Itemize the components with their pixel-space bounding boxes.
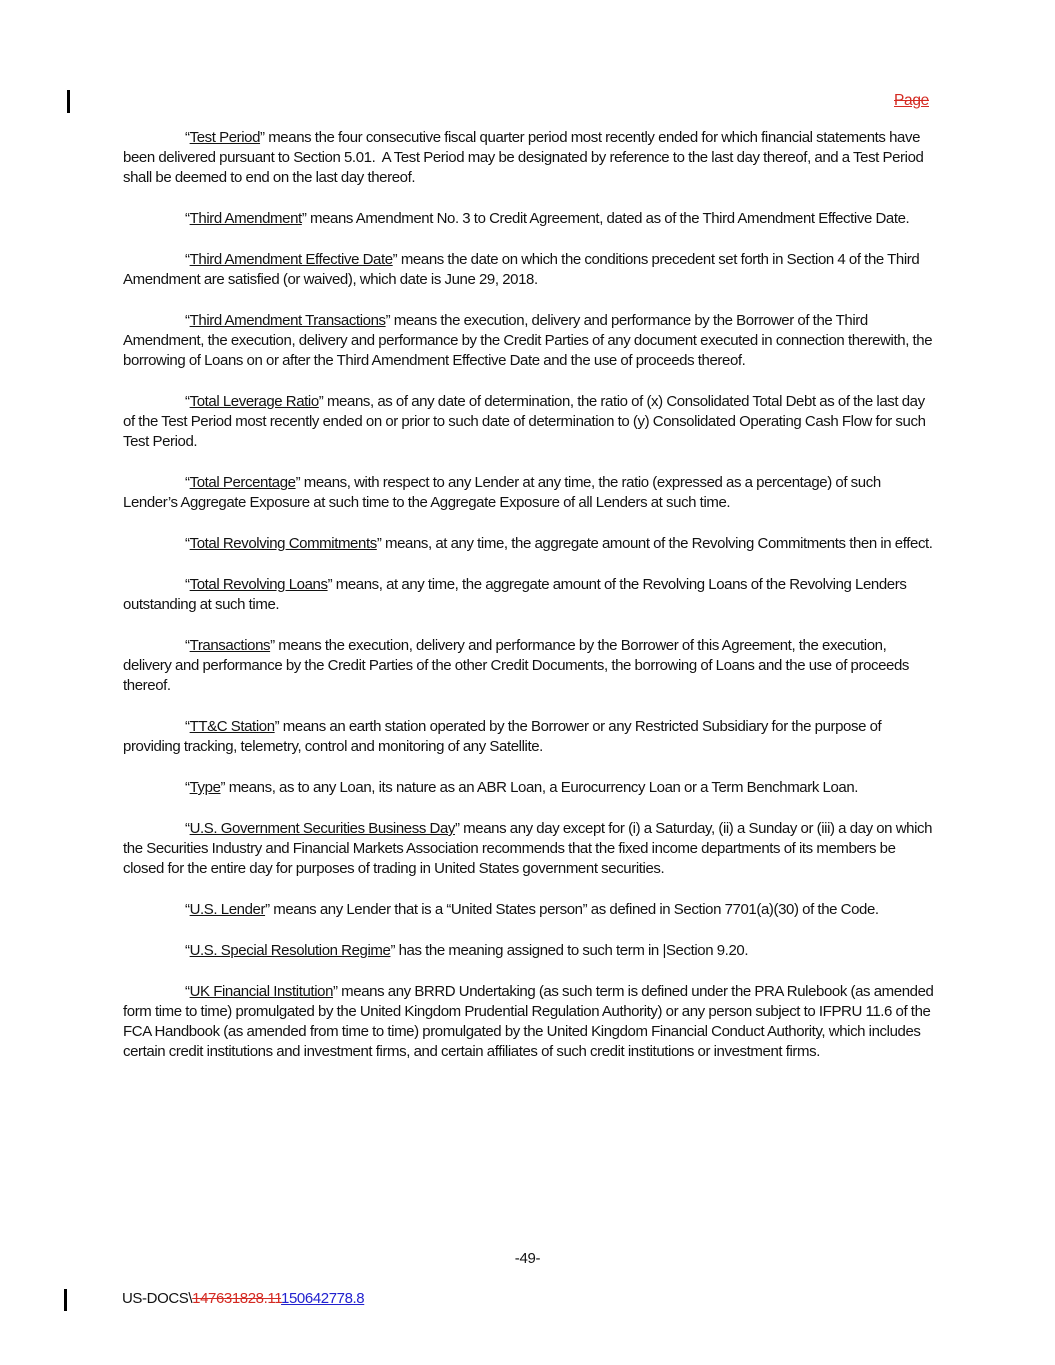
defined-term: TT&C Station — [189, 718, 275, 735]
open-quote: “ — [185, 983, 190, 1000]
deleted-page-header: Page — [894, 92, 929, 109]
definition-text: ” means, as of any date of determination, the ratio of (x) Consolidated Total Debt as of the last day of the Test Period most recently ended on or prior to such date of determination to (y) Consolidated Operating Cash Flow for such Test Period. — [123, 393, 926, 450]
definition-paragraph — [123, 128, 935, 188]
definition-text: ” means any day except for (i) a Saturday, (ii) a Sunday or (iii) a day on which the Securities Industry and Financial Markets Association recommends that the fixed income departments of its members be closed for the entire day for purposes of trading in United States government securities. — [123, 820, 933, 877]
definition-paragraph — [123, 636, 935, 696]
definition-paragraph — [123, 209, 935, 229]
open-quote: “ — [185, 637, 190, 654]
open-quote: “ — [185, 251, 190, 268]
definition-paragraph — [123, 575, 935, 615]
definition-text: ” means the four consecutive fiscal quarter period most recently ended for which financial statements have been delivered pursuant to Section 5.01. A Test Period may be designated by reference to the last day thereof, and a Test Period shall be deemed to end on the last day thereof. — [123, 129, 924, 186]
open-quote: “ — [185, 210, 190, 227]
defined-term: U.S. Lender — [189, 901, 266, 918]
defined-term: Total Revolving Commitments — [189, 535, 377, 552]
definition-paragraph — [123, 900, 935, 920]
open-quote: “ — [185, 779, 190, 796]
definition-paragraph — [123, 392, 935, 452]
definition-paragraph — [123, 250, 935, 290]
open-quote: “ — [185, 312, 190, 329]
defined-term: Test Period — [189, 129, 261, 146]
open-quote: “ — [185, 576, 190, 593]
open-quote: “ — [185, 942, 190, 959]
definition-text: ” means an earth station operated by the Borrower or any Restricted Subsidiary for the purpose of providing tracking, telemetry, control and monitoring of any Satellite. — [123, 718, 882, 755]
open-quote: “ — [185, 535, 190, 552]
open-quote: “ — [185, 718, 190, 735]
definition-text: ” means, as to any Loan, its nature as an ABR Loan, a Eurocurrency Loan or a Term Benchmark Loan. — [220, 779, 859, 796]
defined-term: Total Leverage Ratio — [189, 393, 319, 410]
open-quote: “ — [185, 129, 190, 146]
open-quote: “ — [185, 393, 190, 410]
defined-term: Total Percentage — [189, 474, 296, 491]
definition-paragraph — [123, 941, 935, 961]
definition-paragraph — [123, 534, 935, 554]
definition-text: ” means, at any time, the aggregate amount of the Revolving Loans of the Revolving Lenders outstanding at such time. — [123, 576, 907, 613]
definition-text: ” means any BRRD Undertaking (as such term is defined under the PRA Rulebook (as amended form time to time) promulgated by the United Kingdom Prudential Regulation Authority) or any person subject to IFPRU 11.6 of the FCA Handbook (as amended from time to time) promulgated by the United Kingdom Financial Conduct Authority, which includes certain credit institutions and investment firms, and certain affiliates of such credit institutions or investment firms. — [123, 983, 934, 1060]
open-quote: “ — [185, 820, 190, 837]
definition-text: ” means the execution, delivery and performance by the Borrower of this Agreement, the execution, delivery and performance by the Credit Parties of the other Credit Documents, the borrowing of Loans and the use of proceeds thereof. — [123, 637, 910, 694]
definition-paragraph — [123, 473, 935, 513]
open-quote: “ — [185, 901, 190, 918]
definition-paragraph — [123, 819, 935, 879]
defined-term: U.S. Special Resolution Regime — [189, 942, 391, 959]
defined-term: UK Financial Institution — [189, 983, 334, 1000]
definition-text: ” means the date on which the conditions precedent set forth in Section 4 of the Third Amendment are satisfied (or waived), which date is June 29, 2018. — [123, 251, 920, 288]
document-body — [123, 128, 935, 1083]
open-quote: “ — [185, 474, 190, 491]
inserted-doc-ref: 150642778.8 — [281, 1290, 365, 1307]
definition-text: ” means any Lender that is a “United States person” as defined in Section 7701(a)(30) of the Code. — [265, 901, 879, 918]
defined-term: Transactions — [189, 637, 271, 654]
definition-text: ” means the execution, delivery and performance by the Borrower of the Third Amendment, the execution, delivery and performance by the Credit Parties of any document executed in connection therewith, the borrowing of Loans on or after the Third Amendment Effective Date and the use of proceeds thereof. — [123, 312, 933, 369]
document-reference-footer — [122, 1290, 364, 1307]
deleted-doc-ref: 147631828.11 — [192, 1290, 282, 1307]
defined-term: Third Amendment Effective Date — [189, 251, 393, 268]
defined-term: Total Revolving Loans — [189, 576, 328, 593]
definition-paragraph — [123, 311, 935, 371]
definition-text: ” means, with respect to any Lender at any time, the ratio (expressed as a percentage) of such Lender’s Aggregate Exposure at such time to the Aggregate Exposure of all Lenders at such time. — [123, 474, 881, 511]
page-number: -49- — [514, 1250, 541, 1267]
definition-text: ” has the meaning assigned to such term in |Section 9.20. — [390, 942, 749, 959]
defined-term: Third Amendment Transactions — [189, 312, 386, 329]
defined-term: Type — [189, 779, 221, 796]
change-bar-top — [67, 90, 70, 113]
doc-prefix: US-DOCS\ — [122, 1290, 193, 1307]
definition-text: ” means, at any time, the aggregate amount of the Revolving Commitments then in effect. — [376, 535, 933, 552]
defined-term: Third Amendment — [189, 210, 302, 227]
change-bar-bottom — [64, 1289, 67, 1311]
definition-paragraph — [123, 717, 935, 757]
definition-paragraph — [123, 982, 935, 1062]
definition-paragraph — [123, 778, 935, 798]
defined-term: U.S. Government Securities Business Day — [189, 820, 455, 837]
definition-text: ” means Amendment No. 3 to Credit Agreement, dated as of the Third Amendment Effective Date. — [301, 210, 910, 227]
